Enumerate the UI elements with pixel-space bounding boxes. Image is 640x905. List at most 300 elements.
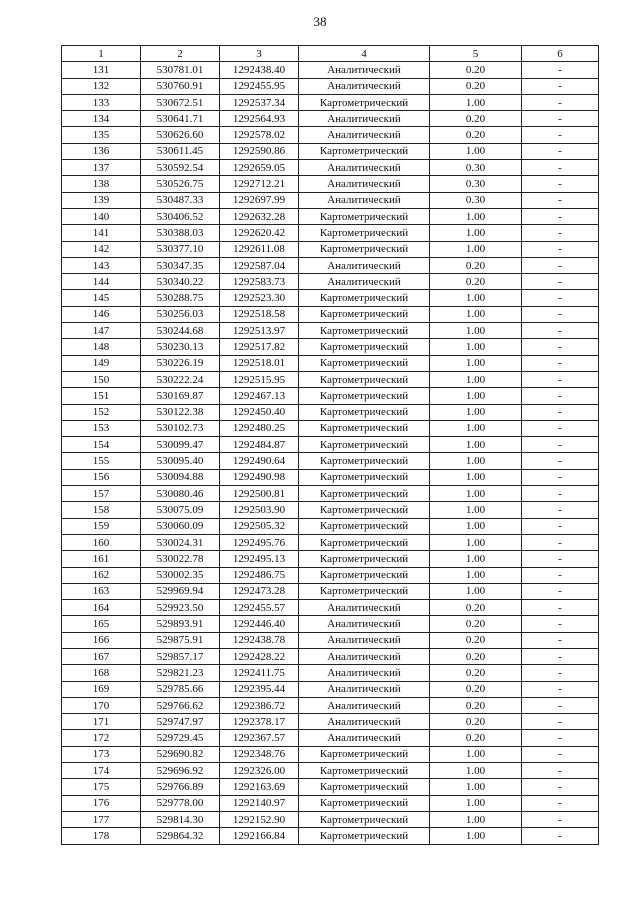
point-number-cell: 168 (62, 665, 141, 681)
y-coordinate-cell: 1292578.02 (220, 127, 299, 143)
method-cell: Картометрический (299, 779, 430, 795)
accuracy-cell: 0.20 (430, 62, 522, 78)
point-number-cell: 143 (62, 257, 141, 273)
note-cell: - (522, 763, 599, 779)
method-cell: Аналитический (299, 648, 430, 664)
method-cell: Аналитический (299, 616, 430, 632)
y-coordinate-cell: 1292348.76 (220, 746, 299, 762)
table-row (62, 567, 599, 583)
method-cell: Аналитический (299, 632, 430, 648)
x-coordinate-cell: 530626.60 (141, 127, 220, 143)
method-cell: Аналитический (299, 111, 430, 127)
point-number-cell: 165 (62, 616, 141, 632)
y-coordinate-cell: 1292611.08 (220, 241, 299, 257)
accuracy-cell: 0.20 (430, 127, 522, 143)
x-coordinate-cell: 529923.50 (141, 600, 220, 616)
x-coordinate-cell: 530022.78 (141, 551, 220, 567)
method-cell: Картометрический (299, 583, 430, 599)
x-coordinate-cell: 529785.66 (141, 681, 220, 697)
y-coordinate-cell: 1292152.90 (220, 811, 299, 827)
method-cell: Картометрический (299, 208, 430, 224)
point-number-cell: 164 (62, 600, 141, 616)
x-coordinate-cell: 529729.45 (141, 730, 220, 746)
table-row (62, 176, 599, 192)
table-row (62, 502, 599, 518)
note-cell: - (522, 583, 599, 599)
y-coordinate-cell: 1292446.40 (220, 616, 299, 632)
accuracy-cell: 1.00 (430, 355, 522, 371)
note-cell: - (522, 746, 599, 762)
point-number-cell: 142 (62, 241, 141, 257)
table-row (62, 763, 599, 779)
point-number-cell: 162 (62, 567, 141, 583)
accuracy-cell: 1.00 (430, 437, 522, 453)
note-cell: - (522, 795, 599, 811)
y-coordinate-cell: 1292473.28 (220, 583, 299, 599)
table-row (62, 730, 599, 746)
method-cell: Картометрический (299, 371, 430, 387)
note-cell: - (522, 616, 599, 632)
table-row (62, 339, 599, 355)
point-number-cell: 156 (62, 469, 141, 485)
table-row (62, 290, 599, 306)
accuracy-cell: 1.00 (430, 290, 522, 306)
point-number-cell: 137 (62, 160, 141, 176)
x-coordinate-cell: 529747.97 (141, 714, 220, 730)
accuracy-cell: 0.20 (430, 616, 522, 632)
column-header: 4 (299, 46, 430, 62)
accuracy-cell: 0.30 (430, 160, 522, 176)
column-header: 6 (522, 46, 599, 62)
point-number-cell: 150 (62, 371, 141, 387)
point-number-cell: 135 (62, 127, 141, 143)
note-cell: - (522, 62, 599, 78)
method-cell: Картометрический (299, 290, 430, 306)
note-cell: - (522, 241, 599, 257)
x-coordinate-cell: 529821.23 (141, 665, 220, 681)
y-coordinate-cell: 1292411.75 (220, 665, 299, 681)
column-header: 2 (141, 46, 220, 62)
accuracy-cell: 0.20 (430, 78, 522, 94)
point-number-cell: 173 (62, 746, 141, 762)
y-coordinate-cell: 1292490.64 (220, 453, 299, 469)
y-coordinate-cell: 1292583.73 (220, 274, 299, 290)
method-cell: Картометрический (299, 567, 430, 583)
accuracy-cell: 1.00 (430, 94, 522, 110)
point-number-cell: 141 (62, 225, 141, 241)
point-number-cell: 175 (62, 779, 141, 795)
table-body (62, 62, 599, 844)
y-coordinate-cell: 1292326.00 (220, 763, 299, 779)
method-cell: Картометрический (299, 795, 430, 811)
point-number-cell: 147 (62, 323, 141, 339)
point-number-cell: 132 (62, 78, 141, 94)
method-cell: Аналитический (299, 697, 430, 713)
point-number-cell: 155 (62, 453, 141, 469)
y-coordinate-cell: 1292386.72 (220, 697, 299, 713)
x-coordinate-cell: 530094.88 (141, 469, 220, 485)
accuracy-cell: 1.00 (430, 208, 522, 224)
accuracy-cell: 1.00 (430, 486, 522, 502)
method-cell: Картометрический (299, 437, 430, 453)
note-cell: - (522, 208, 599, 224)
y-coordinate-cell: 1292712.21 (220, 176, 299, 192)
note-cell: - (522, 811, 599, 827)
accuracy-cell: 1.00 (430, 502, 522, 518)
x-coordinate-cell: 530222.24 (141, 371, 220, 387)
note-cell: - (522, 143, 599, 159)
x-coordinate-cell: 530377.10 (141, 241, 220, 257)
accuracy-cell: 1.00 (430, 143, 522, 159)
y-coordinate-cell: 1292517.82 (220, 339, 299, 355)
method-cell: Картометрический (299, 420, 430, 436)
note-cell: - (522, 779, 599, 795)
y-coordinate-cell: 1292367.57 (220, 730, 299, 746)
table-row (62, 534, 599, 550)
table-row (62, 355, 599, 371)
x-coordinate-cell: 529690.82 (141, 746, 220, 762)
note-cell: - (522, 600, 599, 616)
x-coordinate-cell: 529814.30 (141, 811, 220, 827)
y-coordinate-cell: 1292564.93 (220, 111, 299, 127)
point-number-cell: 139 (62, 192, 141, 208)
x-coordinate-cell: 530781.01 (141, 62, 220, 78)
point-number-cell: 157 (62, 486, 141, 502)
x-coordinate-cell: 529864.32 (141, 828, 220, 844)
accuracy-cell: 1.00 (430, 241, 522, 257)
note-cell: - (522, 111, 599, 127)
y-coordinate-cell: 1292490.98 (220, 469, 299, 485)
note-cell: - (522, 681, 599, 697)
table-row (62, 143, 599, 159)
table-row (62, 208, 599, 224)
x-coordinate-cell: 530256.03 (141, 306, 220, 322)
accuracy-cell: 0.20 (430, 697, 522, 713)
note-cell: - (522, 323, 599, 339)
note-cell: - (522, 567, 599, 583)
accuracy-cell: 1.00 (430, 534, 522, 550)
y-coordinate-cell: 1292503.90 (220, 502, 299, 518)
y-coordinate-cell: 1292480.25 (220, 420, 299, 436)
accuracy-cell: 1.00 (430, 583, 522, 599)
note-cell: - (522, 176, 599, 192)
accuracy-cell: 1.00 (430, 388, 522, 404)
table-row (62, 453, 599, 469)
accuracy-cell: 0.20 (430, 600, 522, 616)
accuracy-cell: 1.00 (430, 420, 522, 436)
point-number-cell: 171 (62, 714, 141, 730)
table-row (62, 697, 599, 713)
table-row (62, 746, 599, 762)
accuracy-cell: 1.00 (430, 225, 522, 241)
point-number-cell: 159 (62, 518, 141, 534)
x-coordinate-cell: 530002.35 (141, 567, 220, 583)
point-number-cell: 170 (62, 697, 141, 713)
table-row (62, 371, 599, 387)
point-number-cell: 174 (62, 763, 141, 779)
y-coordinate-cell: 1292500.81 (220, 486, 299, 502)
y-coordinate-cell: 1292523.30 (220, 290, 299, 306)
note-cell: - (522, 502, 599, 518)
x-coordinate-cell: 530244.68 (141, 323, 220, 339)
note-cell: - (522, 632, 599, 648)
x-coordinate-cell: 529857.17 (141, 648, 220, 664)
x-coordinate-cell: 530102.73 (141, 420, 220, 436)
table-row (62, 241, 599, 257)
y-coordinate-cell: 1292587.04 (220, 257, 299, 273)
note-cell: - (522, 730, 599, 746)
point-number-cell: 153 (62, 420, 141, 436)
x-coordinate-cell: 530169.87 (141, 388, 220, 404)
accuracy-cell: 1.00 (430, 306, 522, 322)
note-cell: - (522, 828, 599, 844)
table-row (62, 225, 599, 241)
method-cell: Картометрический (299, 534, 430, 550)
y-coordinate-cell: 1292518.58 (220, 306, 299, 322)
y-coordinate-cell: 1292590.86 (220, 143, 299, 159)
note-cell: - (522, 453, 599, 469)
accuracy-cell: 0.20 (430, 714, 522, 730)
method-cell: Картометрический (299, 339, 430, 355)
accuracy-cell: 0.20 (430, 632, 522, 648)
method-cell: Аналитический (299, 62, 430, 78)
y-coordinate-cell: 1292163.69 (220, 779, 299, 795)
accuracy-cell: 0.20 (430, 257, 522, 273)
method-cell: Картометрический (299, 355, 430, 371)
point-number-cell: 136 (62, 143, 141, 159)
point-number-cell: 151 (62, 388, 141, 404)
method-cell: Картометрический (299, 404, 430, 420)
accuracy-cell: 1.00 (430, 323, 522, 339)
x-coordinate-cell: 530406.52 (141, 208, 220, 224)
accuracy-cell: 1.00 (430, 551, 522, 567)
table-row (62, 469, 599, 485)
table-row (62, 78, 599, 94)
table-row (62, 811, 599, 827)
note-cell: - (522, 469, 599, 485)
y-coordinate-cell: 1292513.97 (220, 323, 299, 339)
point-number-cell: 167 (62, 648, 141, 664)
y-coordinate-cell: 1292450.40 (220, 404, 299, 420)
point-number-cell: 172 (62, 730, 141, 746)
point-number-cell: 160 (62, 534, 141, 550)
table-row (62, 665, 599, 681)
note-cell: - (522, 420, 599, 436)
method-cell: Аналитический (299, 257, 430, 273)
y-coordinate-cell: 1292484.87 (220, 437, 299, 453)
x-coordinate-cell: 530122.38 (141, 404, 220, 420)
y-coordinate-cell: 1292378.17 (220, 714, 299, 730)
point-number-cell: 158 (62, 502, 141, 518)
x-coordinate-cell: 530288.75 (141, 290, 220, 306)
coordinates-table (61, 45, 599, 845)
table-row (62, 127, 599, 143)
table-row (62, 323, 599, 339)
table-row (62, 681, 599, 697)
table-row (62, 632, 599, 648)
accuracy-cell: 1.00 (430, 746, 522, 762)
table-row (62, 257, 599, 273)
y-coordinate-cell: 1292395.44 (220, 681, 299, 697)
x-coordinate-cell: 529969.94 (141, 583, 220, 599)
method-cell: Картометрический (299, 388, 430, 404)
y-coordinate-cell: 1292486.75 (220, 567, 299, 583)
method-cell: Картометрический (299, 306, 430, 322)
point-number-cell: 134 (62, 111, 141, 127)
y-coordinate-cell: 1292428.22 (220, 648, 299, 664)
note-cell: - (522, 290, 599, 306)
y-coordinate-cell: 1292140.97 (220, 795, 299, 811)
column-header: 3 (220, 46, 299, 62)
point-number-cell: 176 (62, 795, 141, 811)
note-cell: - (522, 371, 599, 387)
accuracy-cell: 1.00 (430, 795, 522, 811)
note-cell: - (522, 518, 599, 534)
point-number-cell: 154 (62, 437, 141, 453)
point-number-cell: 133 (62, 94, 141, 110)
method-cell: Аналитический (299, 714, 430, 730)
note-cell: - (522, 127, 599, 143)
x-coordinate-cell: 530526.75 (141, 176, 220, 192)
accuracy-cell: 1.00 (430, 779, 522, 795)
table-row (62, 795, 599, 811)
method-cell: Картометрический (299, 486, 430, 502)
table-row (62, 779, 599, 795)
point-number-cell: 138 (62, 176, 141, 192)
table-row (62, 306, 599, 322)
y-coordinate-cell: 1292505.32 (220, 518, 299, 534)
x-coordinate-cell: 530075.09 (141, 502, 220, 518)
note-cell: - (522, 257, 599, 273)
note-cell: - (522, 534, 599, 550)
point-number-cell: 177 (62, 811, 141, 827)
table-row (62, 404, 599, 420)
table-row (62, 388, 599, 404)
x-coordinate-cell: 530095.40 (141, 453, 220, 469)
method-cell: Картометрический (299, 828, 430, 844)
method-cell: Аналитический (299, 127, 430, 143)
note-cell: - (522, 225, 599, 241)
note-cell: - (522, 437, 599, 453)
note-cell: - (522, 551, 599, 567)
x-coordinate-cell: 529875.91 (141, 632, 220, 648)
table-row (62, 420, 599, 436)
method-cell: Картометрический (299, 225, 430, 241)
x-coordinate-cell: 530760.91 (141, 78, 220, 94)
y-coordinate-cell: 1292515.95 (220, 371, 299, 387)
table-row (62, 600, 599, 616)
y-coordinate-cell: 1292659.05 (220, 160, 299, 176)
x-coordinate-cell: 529778.00 (141, 795, 220, 811)
table-row (62, 192, 599, 208)
x-coordinate-cell: 530226.19 (141, 355, 220, 371)
point-number-cell: 148 (62, 339, 141, 355)
note-cell: - (522, 274, 599, 290)
note-cell: - (522, 486, 599, 502)
x-coordinate-cell: 530099.47 (141, 437, 220, 453)
table-row (62, 583, 599, 599)
note-cell: - (522, 697, 599, 713)
table-row (62, 648, 599, 664)
note-cell: - (522, 160, 599, 176)
x-coordinate-cell: 530230.13 (141, 339, 220, 355)
point-number-cell: 149 (62, 355, 141, 371)
note-cell: - (522, 714, 599, 730)
point-number-cell: 166 (62, 632, 141, 648)
table-row (62, 714, 599, 730)
table-row (62, 551, 599, 567)
note-cell: - (522, 388, 599, 404)
accuracy-cell: 0.20 (430, 681, 522, 697)
point-number-cell: 131 (62, 62, 141, 78)
accuracy-cell: 1.00 (430, 811, 522, 827)
note-cell: - (522, 306, 599, 322)
method-cell: Картометрический (299, 241, 430, 257)
note-cell: - (522, 192, 599, 208)
note-cell: - (522, 648, 599, 664)
method-cell: Картометрический (299, 469, 430, 485)
accuracy-cell: 1.00 (430, 518, 522, 534)
accuracy-cell: 1.00 (430, 567, 522, 583)
table-row (62, 437, 599, 453)
method-cell: Картометрический (299, 502, 430, 518)
x-coordinate-cell: 530080.46 (141, 486, 220, 502)
note-cell: - (522, 339, 599, 355)
point-number-cell: 178 (62, 828, 141, 844)
method-cell: Картометрический (299, 763, 430, 779)
y-coordinate-cell: 1292632.28 (220, 208, 299, 224)
accuracy-cell: 0.20 (430, 648, 522, 664)
table-row (62, 828, 599, 844)
method-cell: Аналитический (299, 681, 430, 697)
note-cell: - (522, 404, 599, 420)
accuracy-cell: 1.00 (430, 469, 522, 485)
note-cell: - (522, 78, 599, 94)
point-number-cell: 161 (62, 551, 141, 567)
method-cell: Аналитический (299, 665, 430, 681)
table-row (62, 616, 599, 632)
x-coordinate-cell: 530060.09 (141, 518, 220, 534)
accuracy-cell: 0.20 (430, 665, 522, 681)
x-coordinate-cell: 529893.91 (141, 616, 220, 632)
method-cell: Аналитический (299, 160, 430, 176)
y-coordinate-cell: 1292537.34 (220, 94, 299, 110)
accuracy-cell: 0.20 (430, 274, 522, 290)
point-number-cell: 146 (62, 306, 141, 322)
column-header: 1 (62, 46, 141, 62)
point-number-cell: 169 (62, 681, 141, 697)
table-row (62, 274, 599, 290)
y-coordinate-cell: 1292166.84 (220, 828, 299, 844)
table-header-row (62, 46, 599, 62)
x-coordinate-cell: 530487.33 (141, 192, 220, 208)
y-coordinate-cell: 1292620.42 (220, 225, 299, 241)
accuracy-cell: 0.20 (430, 111, 522, 127)
y-coordinate-cell: 1292495.76 (220, 534, 299, 550)
note-cell: - (522, 94, 599, 110)
method-cell: Картометрический (299, 143, 430, 159)
x-coordinate-cell: 529766.89 (141, 779, 220, 795)
method-cell: Аналитический (299, 730, 430, 746)
y-coordinate-cell: 1292495.13 (220, 551, 299, 567)
accuracy-cell: 1.00 (430, 371, 522, 387)
accuracy-cell: 1.00 (430, 828, 522, 844)
method-cell: Картометрический (299, 453, 430, 469)
method-cell: Аналитический (299, 176, 430, 192)
x-coordinate-cell: 530340.22 (141, 274, 220, 290)
accuracy-cell: 0.30 (430, 192, 522, 208)
table-row (62, 111, 599, 127)
